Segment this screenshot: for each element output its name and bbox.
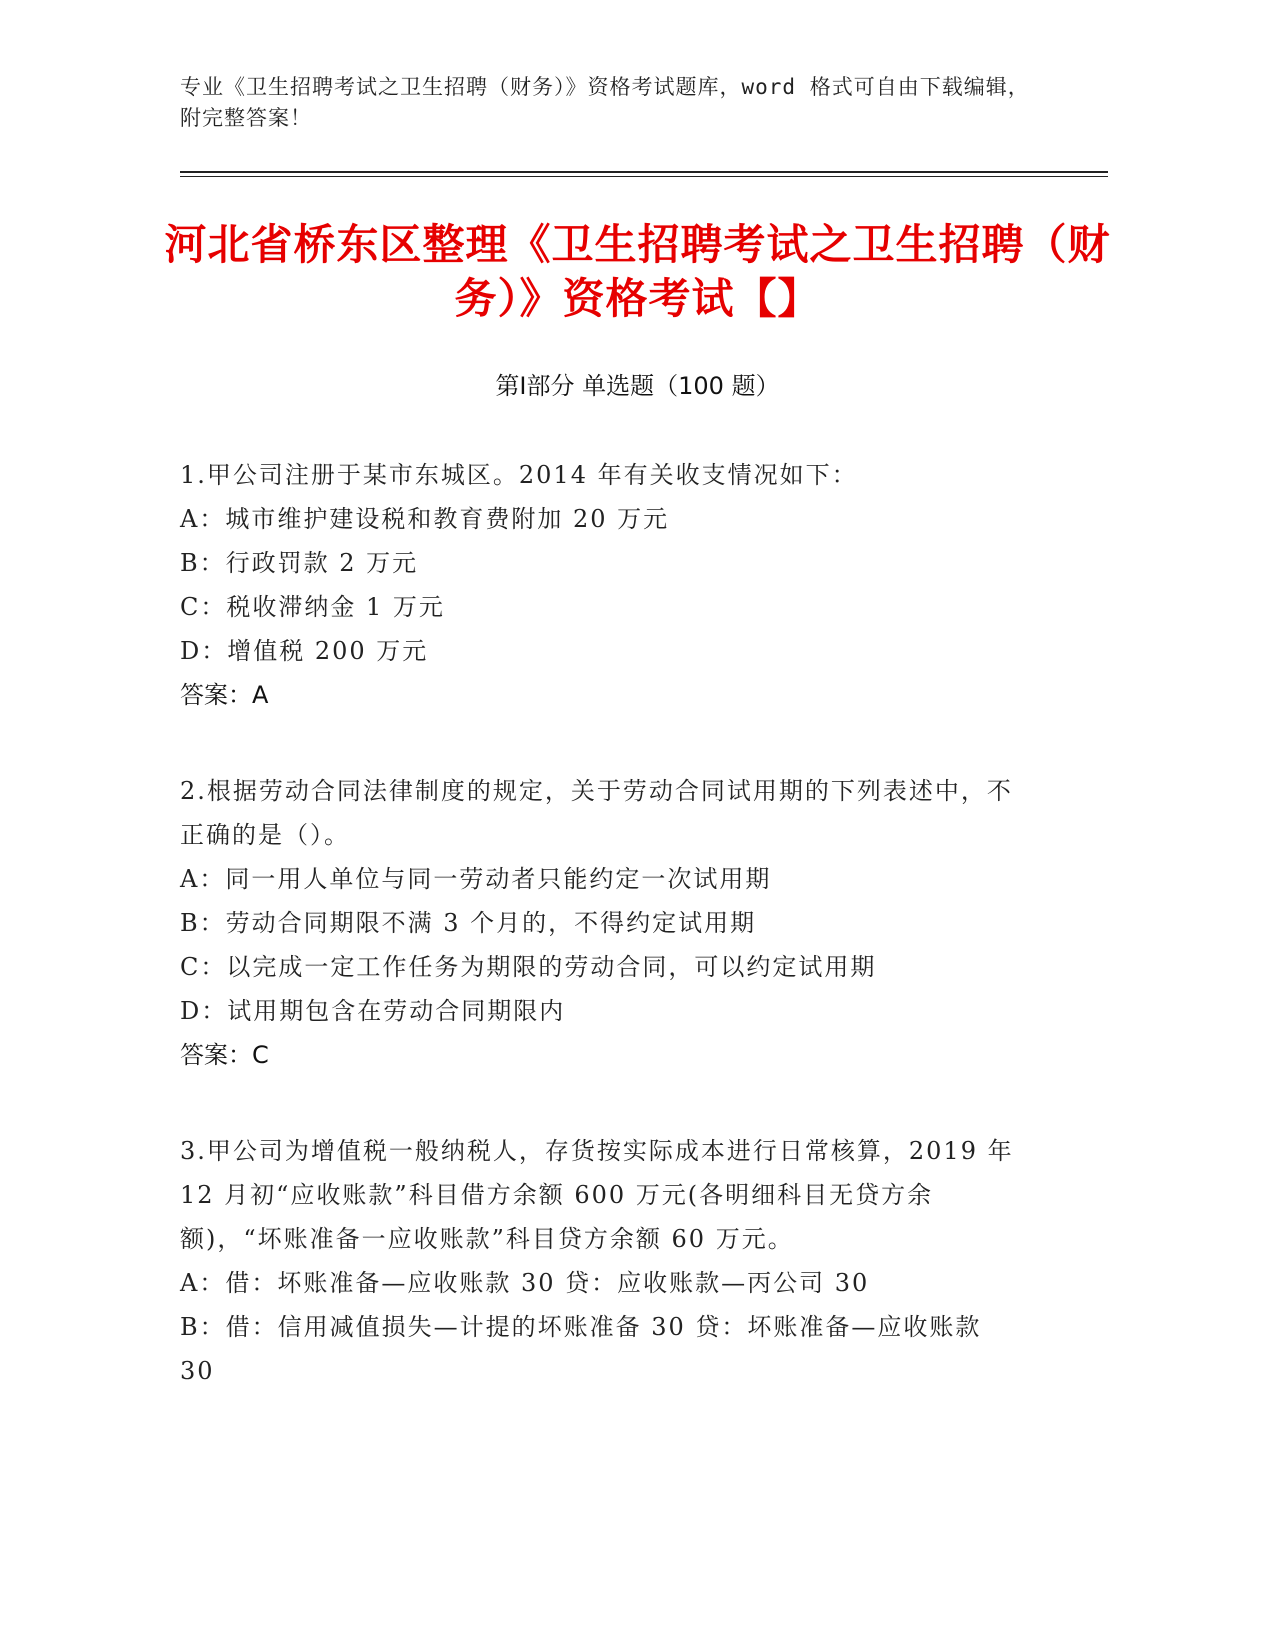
question-stem: 2.根据劳动合同法律制度的规定，关于劳动合同试用期的下列表述中，不正确的是（）。 — [180, 777, 1013, 849]
question-list — [180, 453, 1020, 1445]
option-c: C：以完成一定工作任务为期限的劳动合同，可以约定试用期 — [180, 953, 877, 981]
section-title: 第Ⅰ部分 单选题（100 题） — [495, 372, 780, 400]
option-c: C：税收滞纳金 1 万元 — [180, 593, 445, 621]
document-title: 河北省桥东区整理《卫生招聘考试之卫生招聘（财务）》资格考试【】 — [164, 220, 1111, 323]
option-d: D：试用期包含在劳动合同期限内 — [180, 997, 566, 1025]
header-divider-thin — [180, 176, 1108, 177]
option-a: A：同一用人单位与同一劳动者只能约定一次试用期 — [180, 865, 772, 893]
option-a: A：城市维护建设税和教育费附加 20 万元 — [180, 505, 670, 533]
answer: 答案：A — [180, 681, 269, 709]
answer: 答案：C — [180, 1041, 269, 1069]
header-divider-thick — [180, 171, 1108, 173]
option-d: D：增值税 200 万元 — [180, 637, 429, 665]
option-b: B：劳动合同期限不满 3 个月的，不得约定试用期 — [180, 909, 757, 937]
question-stem: 1.甲公司注册于某市东城区。2014 年有关收支情况如下： — [180, 461, 858, 489]
option-b: B：行政罚款 2 万元 — [180, 549, 419, 577]
header-note: 专业《卫生招聘考试之卫生招聘（财务）》资格考试题库，word 格式可自由下载编辑，附完整答案！ — [180, 75, 1030, 130]
option-b: B：借：信用减值损失—计提的坏账准备 30 贷：坏账准备—应收账款 30 — [180, 1313, 982, 1385]
option-a: A：借：坏账准备—应收账款 30 贷：应收账款—丙公司 30 — [180, 1269, 870, 1297]
question-3 — [180, 1129, 1020, 1393]
question-2 — [180, 769, 1020, 1077]
question-1 — [180, 453, 1020, 717]
question-stem: 3.甲公司为增值税一般纳税人，存货按实际成本进行日常核算，2019 年 12 月初“应收账款”科目借方余额 600 万元(各明细科目无贷方余额)，“坏账准备一应收账款”科目贷方余额 60 万元。 — [180, 1137, 1014, 1253]
